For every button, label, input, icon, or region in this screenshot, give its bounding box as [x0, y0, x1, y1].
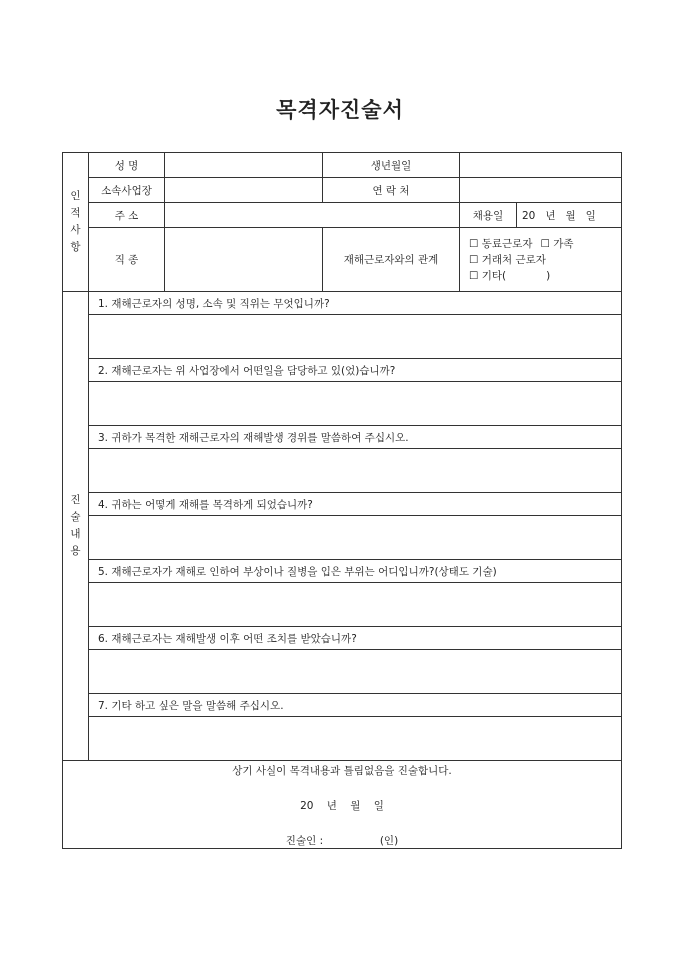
question-7: 7. 기타 하고 싶은 말을 말씀해 주십시오.: [89, 694, 622, 717]
birth-date-field[interactable]: [460, 153, 622, 178]
contact-field[interactable]: [460, 178, 622, 203]
personal-info-section-label: 인 적 사 항: [63, 153, 89, 292]
document-title: 목격자진술서: [276, 98, 404, 122]
relation-label: 재해근로자와의 관계: [323, 228, 460, 292]
birth-date-label: 생년월일: [323, 153, 460, 178]
declaration-block: [63, 761, 622, 849]
question-3: 3. 귀하가 목격한 재해근로자의 재해발생 경위를 말씀하여 주십시오.: [89, 426, 622, 449]
answer-6-field[interactable]: [89, 650, 622, 694]
workplace-label: 소속사업장: [89, 178, 165, 203]
job-type-field[interactable]: [165, 228, 323, 292]
answer-3-field[interactable]: [89, 449, 622, 493]
relation-option-client-worker[interactable]: ☐ 거래처 근로자: [469, 253, 546, 266]
declaration-text: 상기 사실이 목격내용과 틀림없음을 진술합니다.: [232, 765, 452, 777]
relation-option-other[interactable]: ☐ 기타( ): [469, 269, 551, 282]
address-field[interactable]: [165, 203, 460, 228]
declaration-date[interactable]: 20 년 월 일: [300, 800, 384, 812]
answer-5-field[interactable]: [89, 583, 622, 627]
relation-option-coworker[interactable]: ☐ 동료근로자: [469, 237, 533, 250]
relation-options: [460, 228, 622, 292]
hire-date-field[interactable]: 20 년 월 일: [517, 203, 622, 228]
name-label: 성 명: [89, 153, 165, 178]
question-4: 4. 귀하는 어떻게 재해를 목격하게 되었습니까?: [89, 493, 622, 516]
hire-date-label: 채용일: [460, 203, 517, 228]
job-type-label: 직 종: [89, 228, 165, 292]
answer-7-field[interactable]: [89, 717, 622, 761]
relation-option-family[interactable]: ☐ 가족: [540, 237, 574, 250]
answer-2-field[interactable]: [89, 382, 622, 426]
statement-form: [62, 152, 622, 849]
signer-line[interactable]: 진술인 : (인): [285, 835, 399, 847]
statement-section-label: 진 술 내 용: [63, 292, 89, 761]
answer-1-field[interactable]: [89, 315, 622, 359]
contact-label: 연 락 처: [323, 178, 460, 203]
question-2: 2. 재해근로자는 위 사업장에서 어떤일을 담당하고 있(었)습니까?: [89, 359, 622, 382]
address-label: 주 소: [89, 203, 165, 228]
workplace-field[interactable]: [165, 178, 323, 203]
answer-4-field[interactable]: [89, 516, 622, 560]
name-field[interactable]: [165, 153, 323, 178]
question-5: 5. 재해근로자가 재해로 인하여 부상이나 질병을 입은 부위는 어디입니까?(상태도 기술): [89, 560, 622, 583]
question-6: 6. 재해근로자는 재해발생 이후 어떤 조치를 받았습니까?: [89, 627, 622, 650]
question-1: 1. 재해근로자의 성명, 소속 및 직위는 무엇입니까?: [89, 292, 622, 315]
